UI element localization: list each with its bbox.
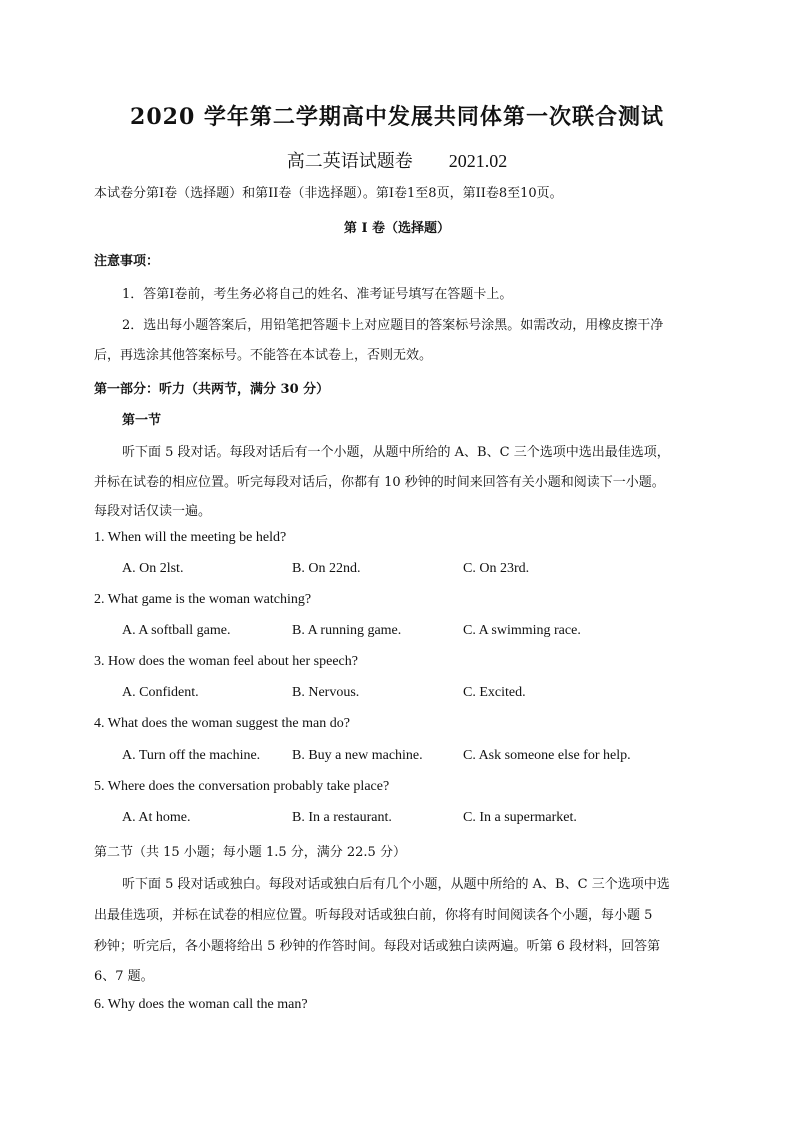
section2-heading: 第二节（共 15 小题；每小题 1.5 分，满分 22.5 分） (94, 845, 406, 860)
intro-text: 本试卷分第I卷（选择题）和第II卷（非选择题）。第I卷1至8页，第II卷8至10页。 (94, 186, 563, 201)
section1-heading: 第一节 (122, 413, 162, 428)
section1-instr-line-3: 每段对话仅读一遍。 (94, 504, 212, 519)
subject-label: 高二英语试题卷 (286, 151, 413, 172)
question-2: 2. What game is the woman watching? (94, 592, 312, 607)
question-5-option-c: C. In a supermarket. (463, 810, 577, 825)
question-1-option-b: B. On 22nd. (292, 561, 361, 576)
part1-heading: 第 I 卷（选择题） (343, 221, 451, 236)
notes-item-2-line-1: 2．选出每小题答案后，用铅笔把答题卡上对应题目的答案标号涂黑。如需改动，用橡皮擦干净 (122, 318, 664, 333)
notes-item-1: 1．答第I卷前，考生务必将自己的姓名、准考证号填写在答题卡上。 (122, 287, 513, 302)
exam-subtitle (0, 147, 794, 173)
question-5-option-b: B. In a restaurant. (292, 810, 392, 825)
question-3-option-a: A. Confident. (122, 685, 199, 700)
section2-instr-line-3: 秒钟；听完后，各小题将给出 5 秒钟的作答时间。每段对话或独白读两遍。听第 6 段材料，回答第 (94, 939, 661, 954)
question-1-option-a: A. On 2lst. (122, 561, 184, 576)
section2-instr-line-1: 听下面 5 段对话或独白。每段对话或独白后有几个小题，从题中所给的 A、B、C 三个选项中选 (122, 877, 670, 892)
question-4-option-c: C. Ask someone else for help. (463, 748, 631, 763)
section2-instr-line-2: 出最佳选项，并标在试卷的相应位置。听每段对话或独白前，你将有时间阅读各个小题，每小题 5 (94, 908, 653, 923)
question-2-option-a: A. A softball game. (122, 623, 231, 638)
question-2-option-b: B. A running game. (292, 623, 402, 638)
section1-instr-line-2: 并标在试卷的相应位置。听完每段对话后，你都有 10 秒钟的时间来回答有关小题和阅读下一小题。 (94, 475, 665, 490)
notes-item-2-line-2: 后，再选涂其他答案标号。不能答在本试卷上，否则无效。 (94, 348, 433, 363)
question-5-option-a: A. At home. (122, 810, 191, 825)
section2-instr-line-4: 6、7 题。 (94, 969, 154, 984)
question-4: 4. What does the woman suggest the man do? (94, 716, 350, 731)
question-3-option-b: B. Nervous. (292, 685, 360, 700)
section1-instr-line-1: 听下面 5 段对话。每段对话后有一个小题，从题中所给的 A、B、C 三个选项中选出最佳选项， (122, 445, 670, 460)
listening-heading: 第一部分：听力（共两节，满分 30 分） (94, 382, 330, 397)
question-6: 6. Why does the woman call the man? (94, 997, 308, 1012)
exam-title: 2020 学年第二学期高中发展共同体第一次联合测试 (130, 104, 664, 130)
question-4-option-b: B. Buy a new machine. (292, 748, 423, 763)
notes-heading: 注意事项： (94, 254, 160, 269)
question-2-option-c: C. A swimming race. (463, 623, 581, 638)
question-3: 3. How does the woman feel about her speech? (94, 654, 358, 669)
question-5: 5. Where does the conversation probably take place? (94, 779, 390, 794)
question-1-option-c: C. On 23rd. (463, 561, 530, 576)
question-1: 1. When will the meeting be held? (94, 530, 287, 545)
question-3-option-c: C. Excited. (463, 685, 526, 700)
question-4-option-a: A. Turn off the machine. (122, 748, 261, 763)
exam-date: 2021.02 (448, 151, 508, 171)
